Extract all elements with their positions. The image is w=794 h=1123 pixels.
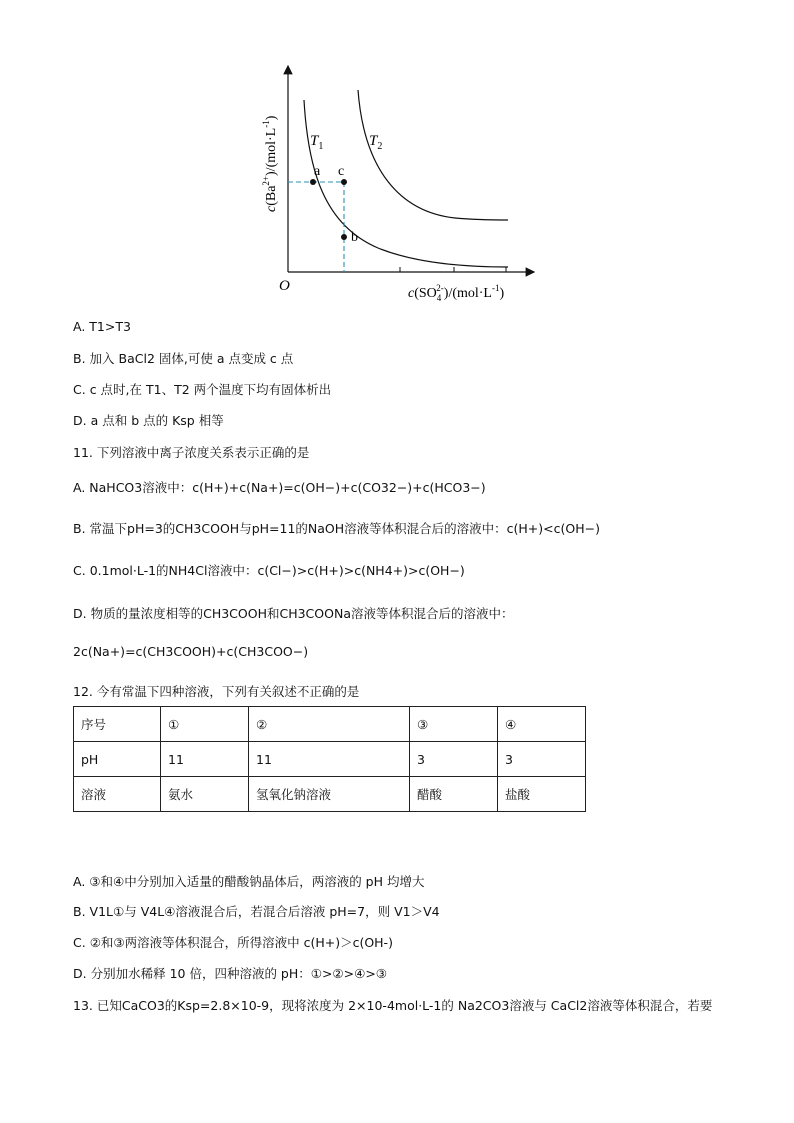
table-cell: ④ [498,707,586,742]
table-cell: 盐酸 [498,777,586,812]
table-cell: ② [249,707,410,742]
option-text: a 点和 b 点的 Ksp 相等 [90,413,224,428]
solutions-table [73,706,586,812]
option-letter: A. [73,480,86,495]
option-letter: A. [73,874,86,889]
option-letter: B. [73,521,86,536]
option-letter: B. [73,904,86,919]
q12-option-c [73,933,393,951]
q11-stem [73,443,309,461]
q11-option-b [73,519,600,537]
table-cell: ① [161,707,249,742]
q11-d-equation: 2c(Na+)=c(CH3COOH)+c(CH3COO−) [73,644,309,659]
option-letter: C. [73,382,86,397]
option-text: T1>T3 [89,319,131,334]
table-cell: 溶液 [74,777,161,812]
table-cell: 11 [161,742,249,777]
q12-stem [73,682,359,700]
option-letter: D. [73,966,87,981]
q10-option-c [73,380,331,398]
table-cell: pH [74,742,161,777]
q11-option-c [73,561,465,579]
option-text: 常温下pH=3的CH3COOH与pH=11的NaOH溶液等体积混合后的溶液中：c(H+)<c(OH−) [89,521,600,536]
question-stem: 已知CaCO3的Ksp=2.8×10-9，现将浓度为 2×10-4mol·L-1的 Na2CO3溶液与 CaCl2溶液等体积混合，若要 [96,998,713,1013]
point-b [341,234,347,240]
q10-option-b [73,349,293,367]
q13-stem [73,996,712,1014]
label-c: c [338,164,345,179]
table-cell: ③ [410,707,498,742]
x-axis-label: $c(SO_42-)/(mol\cdot L^{-1})$ [408,283,505,303]
option-text: NaHCO3溶液中：c(H+)+c(Na+)=c(OH−)+c(CO32−)+c(HCO3−) [89,480,486,495]
q12-option-b [73,902,440,920]
curve-t1 [304,100,508,267]
label-a: a [314,164,321,179]
q12-option-a [73,872,425,890]
table-cell: 3 [410,742,498,777]
option-text: V1L①与 V4L④溶液混合后，若混合后溶液 pH=7，则 V1＞V4 [89,904,440,919]
q11-option-a [73,478,486,496]
question-stem: 下列溶液中离子浓度关系表示正确的是 [96,445,310,460]
table-cell: 3 [498,742,586,777]
table-cell: 氢氧化钠溶液 [249,777,410,812]
question-stem: 今有常温下四种溶液，下列有关叙述不正确的是 [96,684,360,699]
q10-option-a [73,319,131,334]
table-cell: 11 [249,742,410,777]
question-number: 12. [73,684,93,699]
table-row [74,777,586,812]
question-number: 11. [73,445,93,460]
option-letter: C. [73,563,86,578]
q10-option-d [73,411,224,429]
q12-option-d [73,964,387,982]
ksp-figure [250,60,550,310]
option-text: c 点时,在 T1、T2 两个温度下均有固体析出 [89,382,332,397]
label-b: b [351,230,358,245]
option-text: 加入 BaCl2 固体,可使 a 点变成 c 点 [89,351,294,366]
option-text: 物质的量浓度相等的CH3COOH和CH3COONa溶液等体积混合后的溶液中： [90,606,514,621]
option-letter: D. [73,413,87,428]
table-row [74,742,586,777]
curve-t2 [358,90,508,220]
table-row [74,707,586,742]
table-cell: 氨水 [161,777,249,812]
table-cell: 序号 [74,707,161,742]
y-axis-label: $c(Ba^{2+})/(mol\cdot L^{-1})$ [261,115,279,212]
table-cell: 醋酸 [410,777,498,812]
question-number: 13. [73,998,93,1013]
option-text: 分别加水稀释 10 倍，四种溶液的 pH：①>②>④>③ [90,966,387,981]
label-t1: $T_1$ [310,133,324,152]
option-letter: B. [73,351,86,366]
label-t2: $T_2$ [369,133,383,152]
point-a [310,179,316,185]
option-text: 0.1mol·L-1的NH4Cl溶液中：c(Cl−)>c(H+)>c(NH4+)>c(OH−) [89,563,465,578]
option-text: ②和③两溶液等体积混合，所得溶液中 c(H+)＞c(OH-) [89,935,393,950]
option-letter: A. [73,319,86,334]
point-c [341,179,347,185]
option-letter: D. [73,606,87,621]
option-text: ③和④中分别加入适量的醋酸钠晶体后，两溶液的 pH 均增大 [89,874,425,889]
q11-option-d [73,604,513,622]
origin-label: O [279,278,290,294]
option-letter: C. [73,935,86,950]
